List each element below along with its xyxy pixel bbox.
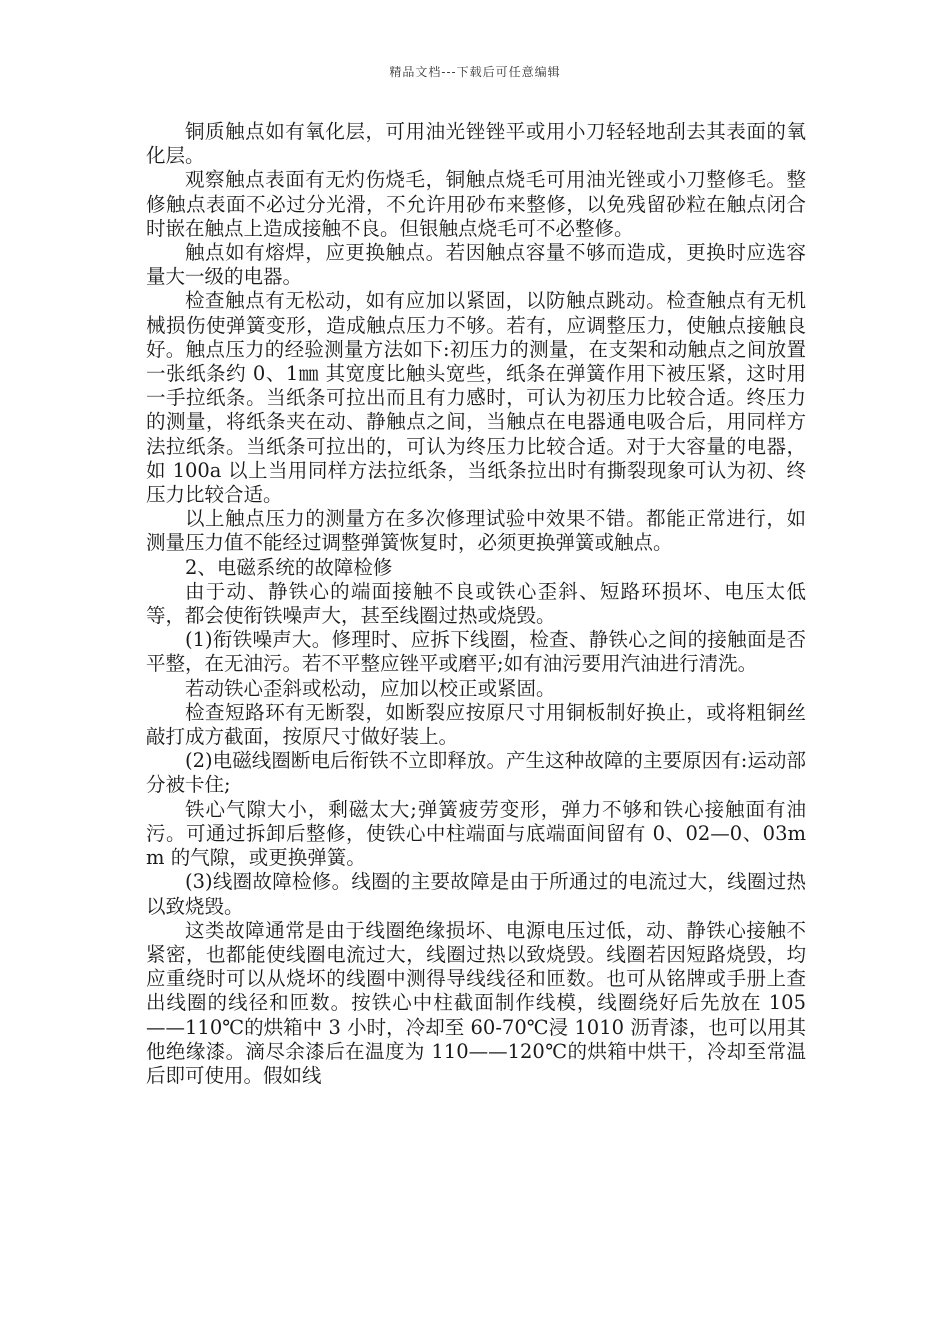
paragraph: 由于动、静铁心的端面接触不良或铁心歪斜、短路环损坏、电压太低等，都会使衔铁噪声大，甚至线圈过热或烧毁。 [146,579,806,628]
paragraph: 观察触点表面有无灼伤烧毛，铜触点烧毛可用油光锉或小刀整修毛。整修触点表面不必过分光滑，不允许用砂布来整修，以免残留砂粒在触点闭合时嵌在触点上造成接触不良。但银触点烧毛可不必整修。 [146,168,806,240]
paragraph: 以上触点压力的测量方在多次修理试验中效果不错。都能正常进行，如测量压力值不能经过调整弹簧恢复时，必须更换弹簧或触点。 [146,507,806,555]
paragraph: 铜质触点如有氧化层，可用油光锉锉平或用小刀轻轻地刮去其表面的氧化层。 [146,120,806,168]
section-heading: 2、电磁系统的故障检修 [185,555,393,579]
paragraph: 这类故障通常是由于线圈绝缘损坏、电源电压过低，动、静铁心接触不紧密，也都能使线圈电流过大，线圈过热以致烧毁。线圈若因短路烧毁，均应重绕时可以从烧坏的线圈中测得导线线径和匝数。也可从铭牌或手册上查出线圈的线径和匝数。按铁心中柱截面制作线模，线圈绕好后先放在 105——110℃的烘箱中 3 小时，冷却至 60-70℃浸 1010 沥青漆，也可以用其他绝缘漆。滴尽余漆后在温度为 110——120℃的烘箱中烘干，冷却至常温后即可使用。假如线 [146,918,806,1087]
paragraph: 检查触点有无松动，如有应加以紧固，以防触点跳动。检查触点有无机械损伤使弹簧变形，造成触点压力不够。若有，应调整压力，使触点接触良好。触点压力的经验测量方法如下:初压力的测量，在支架和动触点之间放置一张纸条约 0、1㎜ 其宽度比触头宽些，纸条在弹簧作用下被压紧，这时用一手拉纸条。当纸条可拉出而且有力感时，可认为初压力比较合适。终压力的测量，将纸条夹在动、静触点之间，当触点在电器通电吸合后，用同样方法拉纸条。当纸条可拉出的，可认为终压力比较合适。对于大容量的电器，如 100a 以上当用同样方法拉纸条，当纸条拉出时有撕裂现象可认为初、终压力比较合适。 [146,289,806,507]
page-header: 精品文档---下载后可任意编辑 [389,65,561,79]
paragraph: (2)电磁线圈断电后衔铁不立即释放。产生这种故障的主要原因有:运动部分被卡住; [146,749,806,797]
paragraph: 若动铁心歪斜或松动，应加以校正或紧固。 [185,676,556,700]
paragraph: 触点如有熔焊，应更换触点。若因触点容量不够而造成，更换时应选容量大一级的电器。 [146,241,806,289]
paragraph: 检查短路环有无断裂，如断裂应按原尺寸用铜板制好换止，或将粗铜丝敲打成方截面，按原尺寸做好装上。 [146,700,806,749]
document-body [146,120,806,1088]
paragraph: (3)线圈故障检修。线圈的主要故障是由于所通过的电流过大，线圈过热以致烧毁。 [146,870,806,918]
paragraph: 铁心气隙大小，剩磁太大;弹簧疲劳变形，弹力不够和铁心接触面有油污。可通过拆卸后整修，使铁心中柱端面与底端面间留有 0、02—0、03mm 的气隙，或更换弹簧。 [146,797,806,870]
paragraph: (1)衔铁噪声大。修理时、应拆下线圈，检查、静铁心之间的接触面是否平整，在无油污。若不平整应锉平或磨平;如有油污要用汽油进行清洗。 [146,628,806,676]
